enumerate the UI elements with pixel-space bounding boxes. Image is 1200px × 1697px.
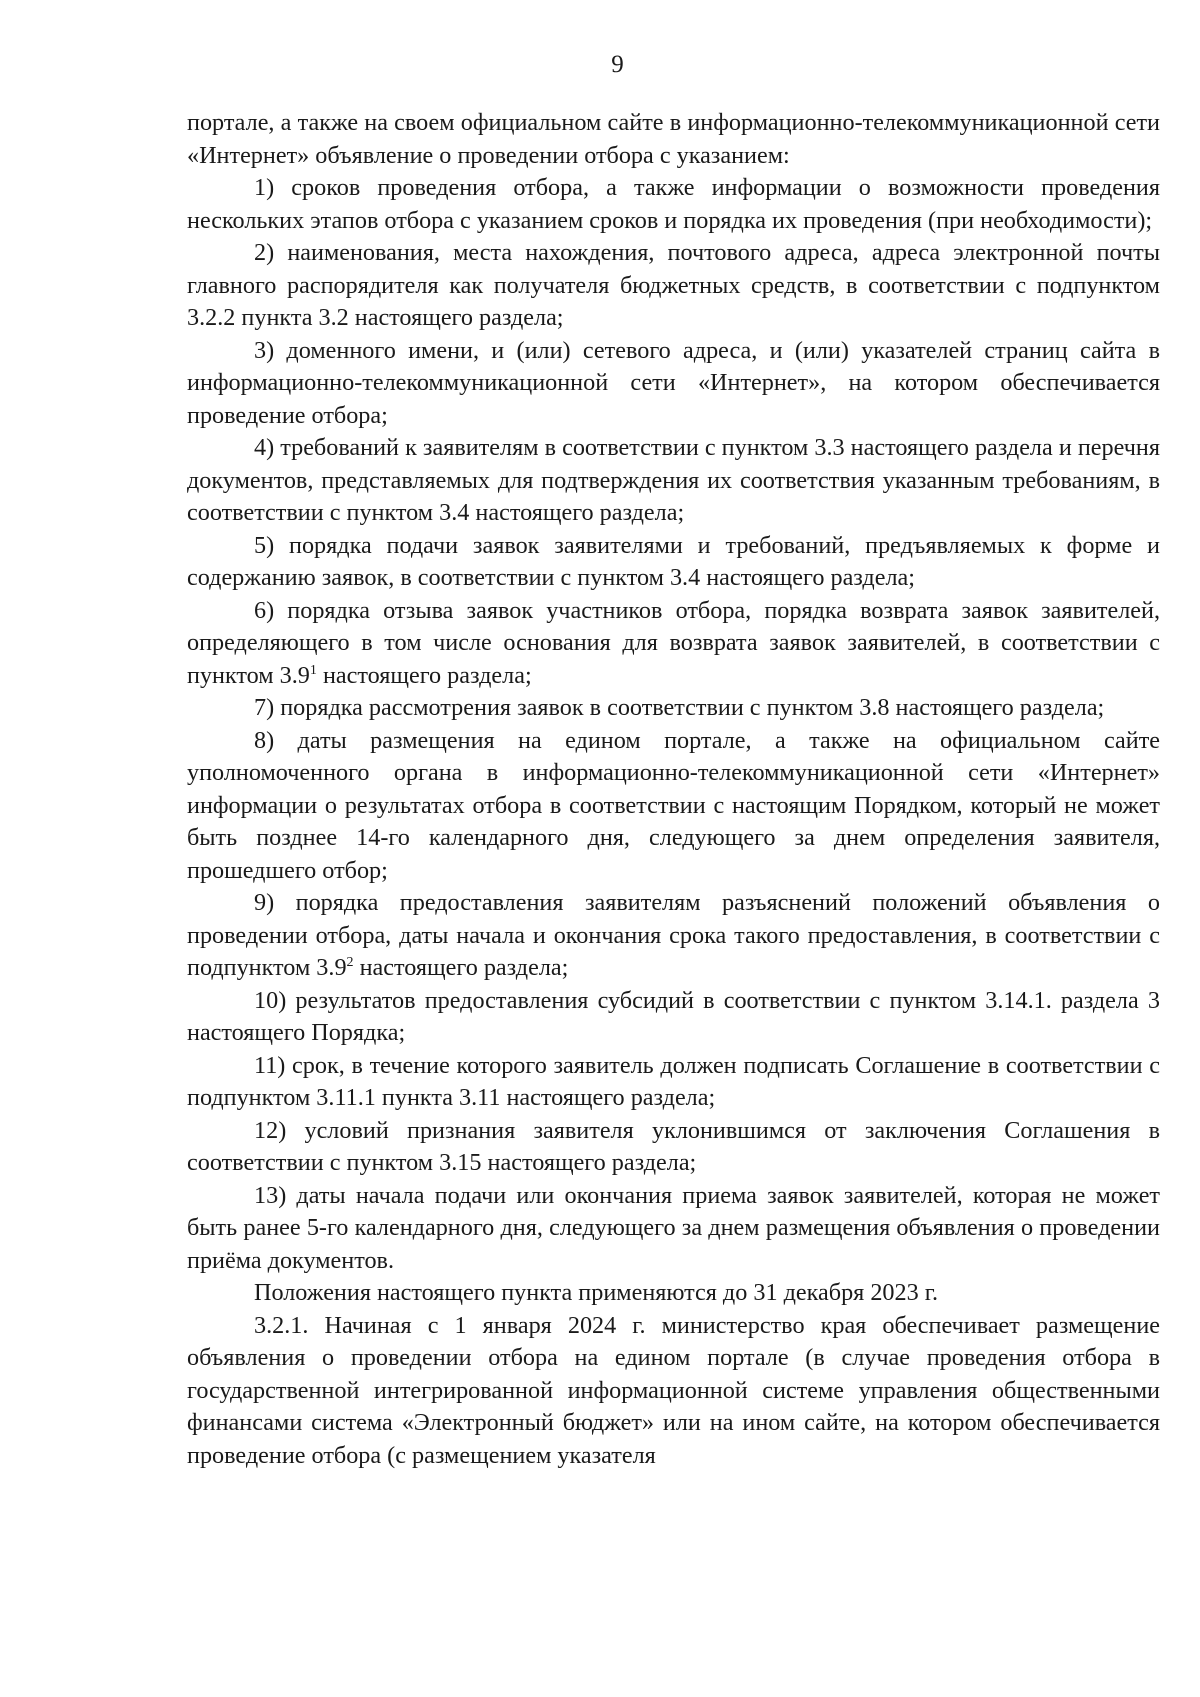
paragraph-text: 12) условий признания заявителя уклонившимся от заключения Соглашения в соответствии с пунктом 3.15 настоящего раздела; bbox=[187, 1116, 1160, 1176]
paragraph-text: 1) сроков проведения отбора, а также информации о возможности проведения нескольких этапов отбора с указанием сроков и порядка их проведения (при необходимости); bbox=[187, 174, 1160, 234]
list-item-2 bbox=[187, 237, 1160, 335]
list-item-3 bbox=[187, 335, 1160, 433]
list-item-1 bbox=[187, 172, 1160, 237]
superscript: 2 bbox=[346, 955, 354, 970]
paragraph-text: 3) доменного имени, и (или) сетевого адреса, и (или) указателей страниц сайта в информационно-телекоммуникационной сети «Интернет», на котором обеспечивается проведение отбора; bbox=[187, 336, 1160, 429]
paragraph-text: 9) порядка предоставления заявителям разъяснений положений объявления о проведении отбора, даты начала и окончания срока такого предоставления, в соответствии с подпунктом 3.9 bbox=[187, 889, 1160, 981]
list-item-5 bbox=[187, 530, 1160, 595]
paragraph-validity bbox=[187, 1277, 1160, 1310]
paragraph-3-2-1 bbox=[187, 1310, 1160, 1473]
paragraph-text: 13) даты начала подачи или окончания приема заявок заявителей, которая не может быть ранее 5-го календарного дня, следующего за днем размещения объявления о проведении приёма документов. bbox=[187, 1181, 1160, 1274]
paragraph-text: 5) порядка подачи заявок заявителями и требований, предъявляемых к форме и содержанию заявок, в соответствии с пунктом 3.4 настоящего раздела; bbox=[187, 531, 1160, 591]
list-item-8 bbox=[187, 725, 1160, 888]
paragraph-text: 7) порядка рассмотрения заявок в соответствии с пунктом 3.8 настоящего раздела; bbox=[254, 694, 1105, 721]
paragraph-tail: настоящего раздела; bbox=[316, 661, 532, 689]
document-body bbox=[187, 107, 1160, 1472]
paragraph-text: 8) даты размещения на едином портале, а также на официальном сайте уполномоченного органа в информационно-телекоммуникационной сети «Интернет» информации о результатах отбора в соответствии с настоящим Порядком, который не может быть позднее 14-го календарного дня, следующего за днем определения заявителя, прошедшего отбор; bbox=[187, 726, 1160, 884]
list-item-11 bbox=[187, 1050, 1160, 1115]
list-item-9 bbox=[187, 887, 1160, 985]
superscript: 1 bbox=[309, 662, 317, 678]
list-item-6 bbox=[187, 595, 1160, 693]
paragraph-intro bbox=[187, 107, 1160, 172]
paragraph-tail: настоящего раздела; bbox=[353, 954, 569, 981]
paragraph-text: Положения настоящего пункта применяются до 31 декабря 2023 г. bbox=[254, 1279, 938, 1306]
paragraph-text: 10) результатов предоставления субсидий в соответствии с пунктом 3.14.1. раздела 3 настоящего Порядка; bbox=[187, 986, 1160, 1046]
page-number: 9 bbox=[611, 51, 624, 78]
list-item-4 bbox=[187, 432, 1160, 530]
list-item-12 bbox=[187, 1115, 1160, 1180]
paragraph-text: 6) порядка отзыва заявок участников отбора, порядка возврата заявок заявителей, определяющего в том числе основания для возврата заявок заявителей, в соответствии с пунктом 3.9 bbox=[187, 596, 1160, 689]
paragraph-text: 11) срок, в течение которого заявитель должен подписать Соглашение в соответствии с подпунктом 3.11.1 пункта 3.11 настоящего раздела; bbox=[187, 1051, 1160, 1111]
list-item-7 bbox=[187, 692, 1160, 725]
paragraph-text: порталe, а также на своем официальном сайте в информационно-телекоммуникационной сети «Интернет» объявление о проведении отбора с указанием: bbox=[187, 109, 1160, 169]
paragraph-text: 3.2.1. Начиная с 1 января 2024 г. министерство края обеспечивает размещение объявления о проведении отбора на едином портале (в случае проведения отбора в государственной интегрированной информационной системе управления общественными финансами система «Электронный бюджет» или на ином сайте, на котором обеспечивается проведение отбора (с размещением указателя bbox=[187, 1311, 1160, 1469]
paragraph-text: 4) требований к заявителям в соответствии с пунктом 3.3 настоящего раздела и перечня документов, представляемых для подтверждения их соответствия указанным требованиям, в соответствии с пунктом 3.4 настоящего раздела; bbox=[187, 434, 1160, 526]
paragraph-text: 2) наименования, места нахождения, почтового адреса, адреса электронной почты главного распорядителя как получателя бюджетных средств, в соответствии с подпунктом 3.2.2 пункта 3.2 настоящего раздела; bbox=[187, 239, 1160, 331]
list-item-10 bbox=[187, 985, 1160, 1050]
list-item-13 bbox=[187, 1180, 1160, 1278]
